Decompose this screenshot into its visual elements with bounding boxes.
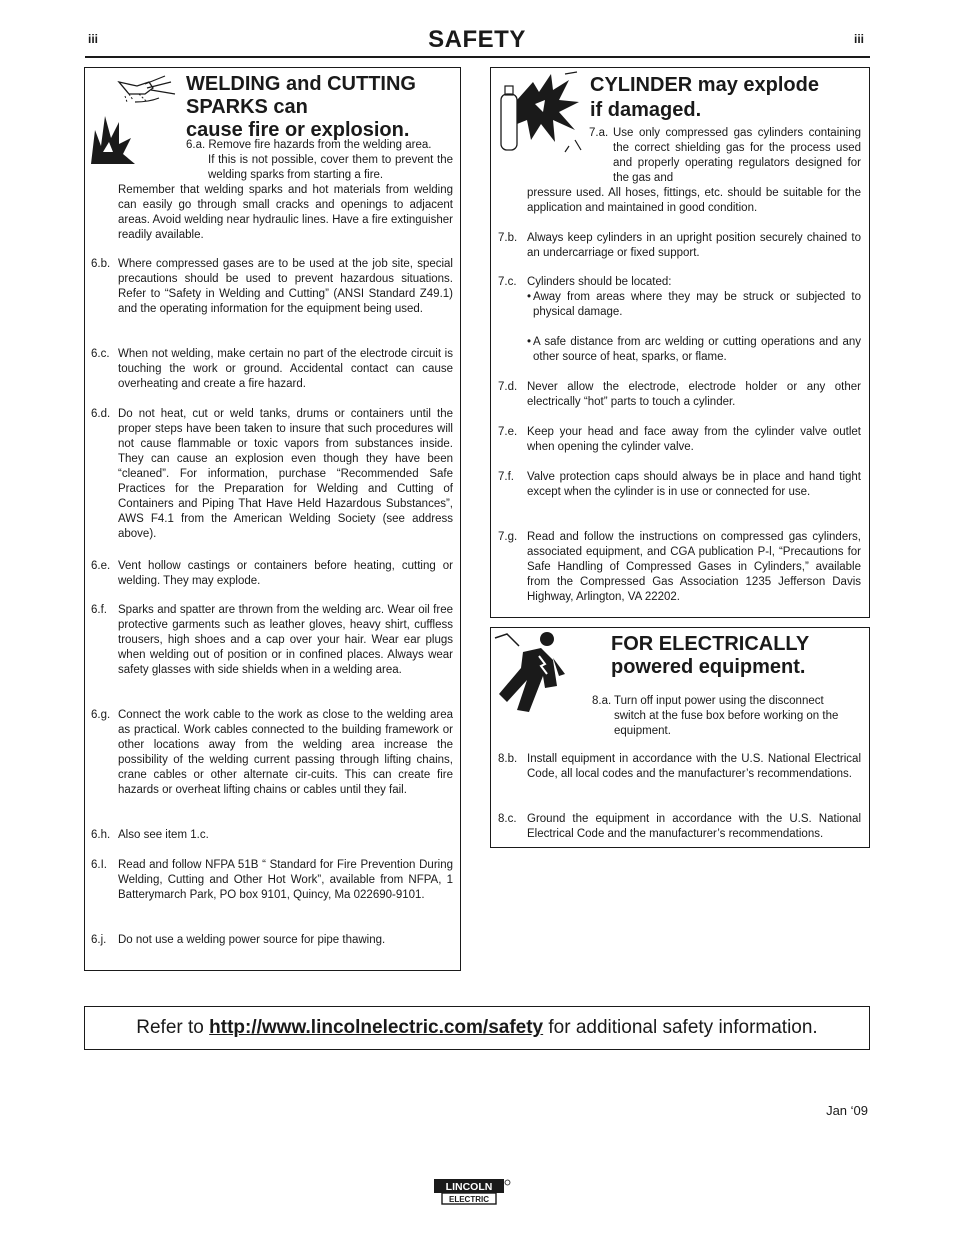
lincoln-electric-logo bbox=[433, 1178, 511, 1206]
item-7g bbox=[498, 530, 861, 605]
item-8b-label: 8.b. bbox=[498, 753, 518, 765]
welding-title-line-1: WELDING and CUTTING bbox=[186, 73, 416, 95]
item-7f bbox=[498, 470, 861, 500]
item-7d bbox=[498, 380, 861, 410]
item-7c-label: 7.c. bbox=[498, 276, 517, 288]
item-6b-label: 6.b. bbox=[91, 258, 111, 270]
logo-text-bottom: ELECTRIC bbox=[449, 1195, 489, 1204]
item-8c-label: 8.c. bbox=[498, 813, 517, 825]
item-8a-label: 8.a. bbox=[592, 695, 612, 707]
item-7b bbox=[498, 231, 861, 261]
item-6f-label: 6.f. bbox=[91, 604, 107, 616]
item-7e bbox=[498, 425, 861, 455]
safety-link[interactable]: http://www.lincolnelectric.com/safety bbox=[209, 1017, 544, 1038]
item-7a-head: Use only compressed gas cylinders containing the correct shielding gas for the process used and properly operating regulators designed for the gas and bbox=[613, 127, 861, 184]
welding-section-title bbox=[186, 73, 416, 142]
item-8c bbox=[498, 812, 861, 842]
item-6a-continued: Remember that welding sparks and hot materials from welding can easily go through small cracks and openings to adjacent areas. Avoid welding near hydraulic lines. Have a fire extinguisher readily available. bbox=[118, 184, 453, 241]
cylinder-title-line-2: if damaged. bbox=[590, 99, 702, 121]
item-6d-label: 6.d. bbox=[91, 408, 111, 420]
item-6b-text: Where compressed gases are to be used at the job site, special precautions should be used to prevent hazardous situations. Refer to “Safety in Welding and Cutting” (ANSI Standard Z49.1) and the operating information for the equipment being used. bbox=[118, 258, 453, 315]
item-7e-label: 7.e. bbox=[498, 426, 518, 438]
electrical-title-line-1: FOR ELECTRICALLY bbox=[611, 633, 810, 655]
item-6g-text: Connect the work cable to the work as close to the welding area as practical. Work cables connected to the building framework or other locations away from the welding area increase the possibility of the welding current passing through lifting chains, crane cables or other alternate cir-cuits. This can create fire hazards or overheat lifting chains or cables until they fail. bbox=[118, 709, 453, 796]
item-6g bbox=[91, 708, 453, 798]
item-6d bbox=[91, 407, 453, 542]
item-6e-label: 6.e. bbox=[91, 560, 111, 572]
item-6h-label: 6.h. bbox=[91, 829, 111, 841]
bullet-struck: • Away from areas where they may be struck or subjected to physical damage. bbox=[527, 291, 861, 318]
refer-line bbox=[85, 1017, 869, 1039]
item-6e bbox=[91, 559, 453, 589]
item-6g-label: 6.g. bbox=[91, 709, 111, 721]
item-6d-text: Do not heat, cut or weld tanks, drums or containers until the proper steps have been taken to insure that such procedures will not cause flammable or toxic vapors from substances inside. They can cause an explosion even though they have been “cleaned”. For information, purchase “Recommended Safe Practices for the Preparation for Welding and Cutting of Containers and Piping That Have Held Hazardous Substances”, AWS F4.1 from the American Welding Society (see address above). bbox=[118, 408, 453, 540]
bullet-struck-text: Away from areas where they may be struck or subjected to physical damage. bbox=[533, 291, 861, 318]
item-7b-text: Always keep cylinders in an upright position securely chained to an undercarriage or fixed support. bbox=[527, 232, 861, 259]
welding-title-line-2: SPARKS can bbox=[186, 96, 308, 118]
item-6c bbox=[91, 347, 453, 392]
item-6c-text: When not welding, make certain no part of the electrode circuit is touching the work or ground. Accidental contact can cause overheating and create a fire hazard. bbox=[118, 348, 453, 390]
item-6i bbox=[91, 858, 453, 903]
refer-suffix: for additional safety information. bbox=[543, 1017, 818, 1038]
item-7a-label: 7.a. bbox=[589, 127, 609, 139]
item-6a-head: 6.a. Remove fire hazards from the welding area. bbox=[186, 139, 432, 151]
item-6h-text: Also see item 1.c. bbox=[118, 829, 209, 841]
refer-prefix: Refer to bbox=[136, 1017, 210, 1038]
item-6j-label: 6.j. bbox=[91, 934, 107, 946]
welding-title-line-3: cause fire or explosion. bbox=[186, 119, 410, 141]
cylinder-section bbox=[490, 67, 870, 618]
electrical-section-title bbox=[611, 633, 809, 679]
cylinder-section-title bbox=[590, 73, 819, 123]
item-8b-text: Install equipment in accordance with the U.S. National Electrical Code, all local codes and the manufacturer’s recommendations. bbox=[527, 753, 861, 780]
refer-box bbox=[84, 1006, 870, 1050]
item-8a-text: Turn off input power using the disconnect switch at the fuse box before working on the equipment. bbox=[614, 695, 839, 737]
item-7g-label: 7.g. bbox=[498, 531, 518, 543]
item-7f-text: Valve protection caps should always be in place and hand tight except when the cylinder is in use or connected for use. bbox=[527, 471, 861, 498]
welding-sparks-section bbox=[84, 67, 461, 971]
item-8b bbox=[498, 752, 861, 782]
revision-date: Jan ‘09 bbox=[826, 1103, 868, 1118]
item-7b-label: 7.b. bbox=[498, 232, 518, 244]
electrical-title-line-2: powered equipment. bbox=[611, 656, 806, 678]
registered-mark bbox=[505, 1180, 510, 1185]
item-7g-text: Read and follow the instructions on compressed gas cylinders, associated equipment, and CGA publication P-l, “Precautions for Safe Handling of Compressed Gases in Cylinders,” available from the Compressed Gas Association 1235 Jefferson Davis Highway, Arlington, VA 22202. bbox=[527, 531, 861, 603]
item-7a-continued: pressure used. All hoses, fittings, etc. should be suitable for the application and maintained in good condition. bbox=[527, 187, 861, 214]
item-6a-rest: If this is not possible, cover them to prevent the welding sparks from starting a fire. bbox=[208, 154, 453, 181]
item-6i-text: Read and follow NFPA 51B “ Standard for Fire Prevention During Welding, Cutting and Other Hot Work”, available from NFPA, 1 Batterymarch Park, PO box 9101, Quincy, Ma 022690-9101. bbox=[118, 859, 453, 901]
item-7f-label: 7.f. bbox=[498, 471, 514, 483]
item-6e-text: Vent hollow castings or containers before heating, cutting or welding. They may explode. bbox=[118, 560, 453, 587]
item-7e-text: Keep your head and face away from the cylinder valve outlet when opening the cylinder valve. bbox=[527, 426, 861, 453]
item-6c-label: 6.c. bbox=[91, 348, 110, 360]
item-6f bbox=[91, 603, 453, 678]
item-6h bbox=[91, 828, 453, 843]
electric-shock-icon bbox=[493, 630, 593, 728]
bullet-safe-distance-text: A safe distance from arc welding or cutting operations and any other source of heat, sparks, or flame. bbox=[533, 336, 861, 363]
title-divider bbox=[85, 56, 870, 58]
item-6b bbox=[91, 257, 453, 317]
item-7d-text: Never allow the electrode, electrode holder or any other electrically “hot” parts to touch a cylinder. bbox=[527, 381, 861, 408]
page-title: SAFETY bbox=[428, 26, 526, 53]
page-number-right: iii bbox=[854, 32, 865, 46]
logo-text-top: LINCOLN bbox=[445, 1181, 493, 1193]
item-6i-label: 6.I. bbox=[91, 859, 107, 871]
welding-sparks-explosion-icon bbox=[89, 72, 181, 164]
page-number-left: iii bbox=[88, 32, 99, 46]
electrical-section bbox=[490, 627, 870, 848]
bullet-safe-distance: • A safe distance from arc welding or cutting operations and any other source of heat, sparks, or flame. bbox=[527, 336, 861, 363]
item-8a bbox=[592, 694, 847, 739]
item-6j-text: Do not use a welding power source for pipe thawing. bbox=[118, 934, 386, 946]
item-7c bbox=[498, 275, 861, 290]
item-6f-text: Sparks and spatter are thrown from the welding arc. Wear oil free protective garments such as leather gloves, heavy shirt, cuffless trousers, high shoes and a cap over your hair. Wear ear plugs when welding out of position or in confined places. Always wear safety glasses with side shields when in a welding area. bbox=[118, 604, 453, 676]
item-8c-text: Ground the equipment in accordance with the U.S. National Electrical Code and the manufacturer’s recommendations. bbox=[527, 813, 861, 840]
item-7c-text: Cylinders should be located: bbox=[527, 276, 672, 288]
cylinder-explosion-icon bbox=[495, 70, 583, 154]
item-7d-label: 7.d. bbox=[498, 381, 518, 393]
cylinder-title-line-1: CYLINDER may explode bbox=[590, 74, 819, 96]
item-6j bbox=[91, 933, 453, 948]
